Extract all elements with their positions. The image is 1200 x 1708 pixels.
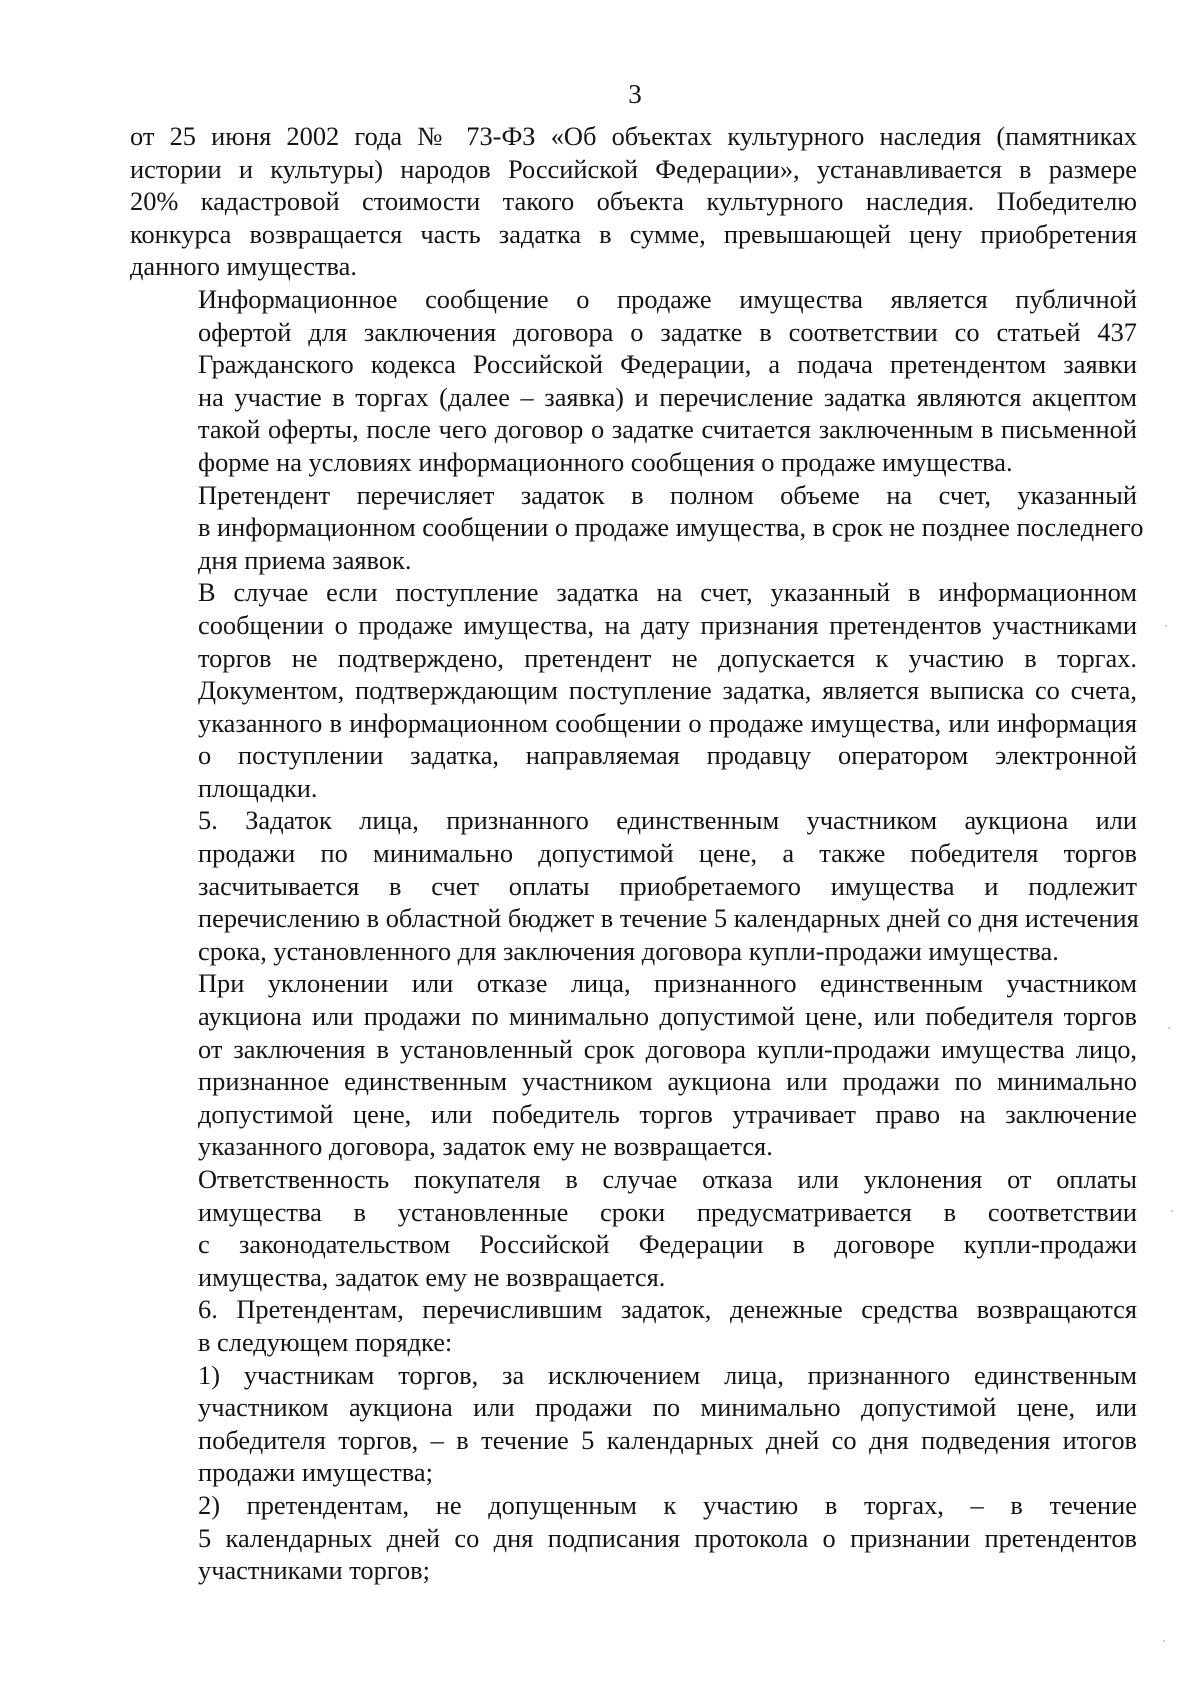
text-line: В случае если поступление задатка на счет, указанный в информационном [198,577,1137,608]
text-line: о поступлении задатка, направляемая продавцу оператором электронной [198,740,1137,771]
scan-speck [1165,625,1167,627]
text-line: 5 календарных дней со дня подписания протокола о признании претендентов [198,1522,1137,1553]
text-line: победителя торгов, – в течение 5 календарных дней со дня подведения итогов [198,1424,1137,1455]
text-line: участником аукциона или продажи по минимально допустимой цене, или [198,1392,1137,1423]
text-line: аукциона или продажи по минимально допустимой цене, или победителя торгов [198,1001,1137,1032]
text-line: от 25 июня 2002 года № 73-ФЗ «Об объектах культурного наследия (памятниках [130,121,1137,151]
text-line: участниками торгов; [198,1555,430,1586]
text-line: торгов не подтверждено, претендент не допускается к участию в торгах. [198,642,1137,673]
text-line: данного имущества. [130,251,357,282]
text-line: 2) претендентам, не допущенным к участию в торгах, – в течение [198,1489,1137,1520]
text-line: продажи имущества; [198,1457,433,1488]
scan-speck [1171,1210,1173,1212]
text-line: указанного договора, задаток ему не возвращается. [198,1131,773,1162]
paragraph [130,120,1137,283]
paragraph [130,1489,1137,1587]
text-line: Информационное сообщение о продаже имущества является публичной [198,283,1137,314]
scan-speck [1168,1027,1170,1029]
paragraph [130,967,1137,1163]
text-line: Ответственность покупателя в случае отказа или уклонения от оплаты [198,1164,1137,1194]
scan-speck [1163,1640,1165,1642]
text-line: срока, установленного для заключения договора купли-продажи имущества. [198,935,1059,966]
text-line: указанного в информационном сообщении о продаже имущества, или информация [198,707,1137,738]
text-line: При уклонении или отказе лица, признанного единственным участником [198,968,1137,999]
text-line: площадки. [198,772,318,803]
text-line: офертой для заключения договора о задатке в соответствии со статьей 437 [198,316,1137,347]
text-line: конкурса возвращается часть задатка в сумме, превышающей цену приобретения [130,218,1137,249]
text-line: Претендент перечисляет задаток в полном объеме на счет, указанный [198,479,1137,510]
page-number: 3 [628,79,642,109]
text-line: 20% кадастровой стоимости такого объекта культурного наследия. Победителю [130,186,1137,217]
text-line: на участие в торгах (далее – заявка) и перечисление задатка являются акцептом [198,381,1137,412]
paragraph [130,479,1144,577]
text-line: продажи по минимально допустимой цене, а также победителя торгов [198,838,1137,869]
text-line: имущества, задаток ему не возвращается. [198,1261,666,1292]
text-line: Документом, подтверждающим поступление задатка, является выписка со счета, [198,675,1137,706]
text-line: Гражданского кодекса Российской Федерации, а подача претендентом заявки [198,349,1137,380]
document-body [130,120,1144,1587]
text-line: засчитывается в счет оплаты приобретаемого имущества и подлежит [198,870,1137,901]
text-line: в следующем порядке: [198,1326,453,1357]
paragraph [130,576,1137,804]
text-line: перечислению в областной бюджет в течение 5 календарных дней со дня истечения [198,903,1139,934]
text-line: 1) участникам торгов, за исключением лица, признанного единственным [198,1359,1137,1390]
paragraph [130,804,1137,967]
text-line: допустимой цене, или победитель торгов утрачивает право на заключение [198,1098,1137,1129]
text-line: истории и культуры) народов Российской Федерации», устанавливается в размере [130,153,1137,184]
text-line: 5. Задаток лица, признанного единственным участником аукциона или [198,805,1137,836]
text-line: форме на условиях информационного сообщения о продаже имущества. [198,446,1013,477]
text-line: сообщении о продаже имущества, на дату признания претендентов участниками [198,609,1137,640]
text-line: от заключения в установленный срок договора купли-продажи имущества лицо, [198,1033,1137,1064]
text-line: дня приема заявок. [198,544,412,575]
text-line: с законодательством Российской Федерации в договоре купли-продажи [198,1229,1137,1260]
paragraph [130,1293,1137,1358]
text-line: 6. Претендентам, перечислившим задаток, денежные средства возвращаются [198,1294,1137,1325]
text-line: в информационном сообщении о продаже имущества, в срок не позднее последнего [198,512,1144,543]
text-line: такой оферты, после чего договор о задатке считается заключенным в письменной [198,414,1137,445]
paragraph [130,1163,1137,1293]
paragraph [130,1359,1137,1489]
text-line: признанное единственным участником аукциона или продажи по минимально [198,1066,1137,1097]
text-line: имущества в установленные сроки предусматривается в соответствии [198,1196,1137,1227]
paragraph [130,283,1137,479]
